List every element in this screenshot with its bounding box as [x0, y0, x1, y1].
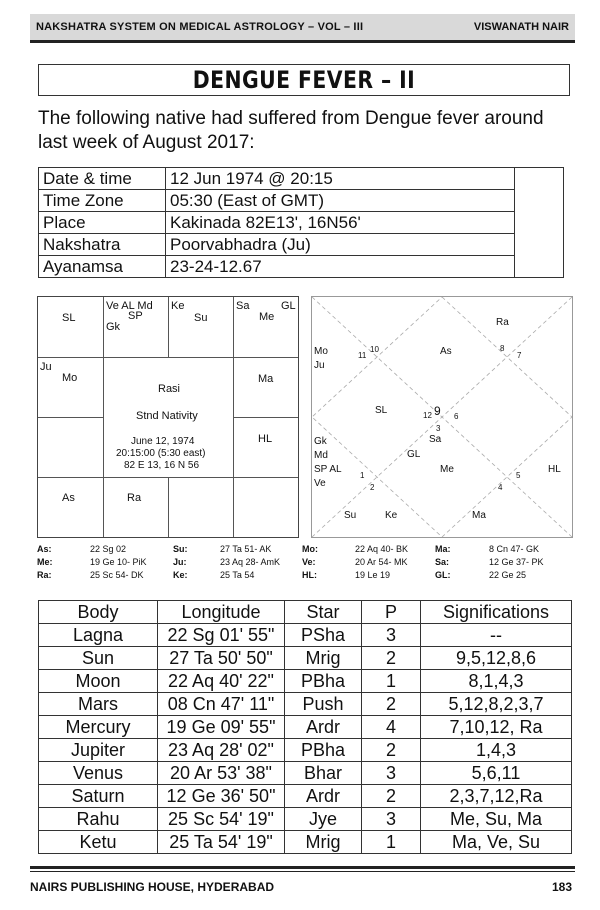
pos-value: 27 Ta 51- AK [220, 544, 272, 554]
table-row [39, 256, 564, 278]
house-label: SP AL [314, 464, 342, 475]
detail-key: Place [39, 212, 166, 234]
north-indian-chart [311, 296, 573, 538]
table-row [39, 624, 572, 647]
house-label: HL [548, 464, 561, 475]
table-cell: Sun [39, 647, 158, 670]
house-label: Ma [472, 510, 486, 521]
table-cell: 4 [362, 716, 421, 739]
grid-line [233, 417, 298, 418]
chart-center-date: June 12, 1974 [131, 436, 195, 447]
pos-value: 23 Aq 28- AmK [220, 557, 281, 567]
pos-value: 8 Cn 47- GK [489, 544, 540, 554]
table-cell: Ketu [39, 831, 158, 854]
pos-key: HL: [302, 570, 317, 580]
pos-key: Ma: [435, 544, 451, 554]
detail-key: Ayanamsa [39, 256, 166, 278]
house-label: Sa [429, 434, 442, 445]
pos-key: Me: [37, 557, 53, 567]
detail-value: Poorvabhadra (Ju) [166, 234, 515, 256]
house-label: Ve [314, 478, 326, 489]
house-label: 5 [516, 471, 521, 480]
col-header: Longitude [158, 601, 285, 624]
header-book-title: NAKSHATRA SYSTEM ON MEDICAL ASTROLOGY – VOL – III [36, 21, 364, 33]
table-cell: 2 [362, 693, 421, 716]
house-label: SL [375, 405, 388, 416]
table-cell: -- [421, 624, 572, 647]
table-row [39, 831, 572, 854]
col-header: Body [39, 601, 158, 624]
table-cell: Mrig [285, 647, 362, 670]
detail-value: 05:30 (East of GMT) [166, 190, 515, 212]
positions-row [37, 570, 577, 583]
positions-row [37, 544, 577, 557]
detail-value: Kakinada 82E13', 16N56' [166, 212, 515, 234]
house-label: 9 [434, 404, 441, 418]
table-cell: 12 Ge 36' 50" [158, 785, 285, 808]
running-header [30, 14, 575, 43]
table-cell: Push [285, 693, 362, 716]
house-label: 4 [498, 483, 503, 492]
significations-table [38, 600, 572, 854]
table-cell: 2 [362, 739, 421, 762]
table-cell: Me, Su, Ma [421, 808, 572, 831]
pos-key: Su: [173, 544, 188, 554]
cell-gemini-right: GL [281, 300, 296, 312]
col-header: Significations [421, 601, 572, 624]
section-title: DENGUE FEVER – II [192, 66, 416, 94]
chart-lines [312, 297, 572, 537]
house-label: Ju [314, 360, 325, 371]
table-cell: Bhar [285, 762, 362, 785]
table-row [39, 212, 564, 234]
cell-sagittarius: As [62, 492, 75, 504]
pos-value: 12 Ge 37- PK [489, 557, 544, 567]
table-cell: 5,6,11 [421, 762, 572, 785]
cell-aries-bottom: Gk [106, 321, 121, 333]
table-row [39, 168, 564, 190]
cell-aries-mid: SP [128, 310, 143, 322]
house-label: Me [440, 464, 454, 475]
grid-line [38, 417, 103, 418]
table-cell: 2,3,7,12,Ra [421, 785, 572, 808]
house-label: 1 [360, 471, 365, 480]
house-label: 7 [517, 351, 522, 360]
table-row [39, 234, 564, 256]
footer-rule-thin [30, 871, 575, 872]
grid-line [168, 297, 169, 357]
table-cell: PBha [285, 739, 362, 762]
table-cell: 27 Ta 50' 50" [158, 647, 285, 670]
grid-line [38, 477, 298, 478]
table-cell: 9,5,12,8,6 [421, 647, 572, 670]
table-cell: 3 [362, 624, 421, 647]
table-cell: 25 Ta 54' 19" [158, 831, 285, 854]
table-row [39, 762, 572, 785]
pos-key: GL: [435, 570, 451, 580]
table-cell: PSha [285, 624, 362, 647]
positions-grid [37, 544, 577, 583]
detail-key: Nakshatra [39, 234, 166, 256]
pos-key: Sa: [435, 557, 450, 567]
table-cell: Moon [39, 670, 158, 693]
table-cell: 20 Ar 53' 38" [158, 762, 285, 785]
blank-cell [515, 168, 564, 278]
cell-taurus-mid: Su [194, 312, 208, 324]
pos-value: 22 Aq 40- BK [355, 544, 409, 554]
header-author: VISWANATH NAIR [473, 21, 569, 33]
house-label: 11 [358, 351, 367, 360]
intro-paragraph: The following native had suffered from Dengue fever around last week of August 2017: [38, 108, 544, 153]
table-cell: 22 Aq 40' 22" [158, 670, 285, 693]
table-row [39, 716, 572, 739]
rasi-chart [37, 296, 299, 538]
cell-aquarius-top: Ju [40, 361, 52, 373]
pos-key: As: [37, 544, 52, 554]
pos-value: 20 Ar 54- MK [355, 557, 408, 567]
grid-line [103, 297, 104, 537]
cell-scorpio: Ra [127, 492, 142, 504]
chart-center-title: Rasi [158, 383, 181, 395]
house-label: 3 [436, 424, 441, 433]
table-row [39, 693, 572, 716]
pos-value: 22 Sg 02 [90, 544, 127, 554]
table-cell: Ardr [285, 716, 362, 739]
house-label: 12 [423, 411, 432, 420]
cell-taurus-top: Ke [171, 300, 185, 312]
section-title-box [38, 64, 570, 96]
pos-value: 19 Ge 10- PiK [90, 557, 147, 567]
pos-value: 22 Ge 25 [489, 570, 527, 580]
pos-value: 25 Ta 54 [220, 570, 255, 580]
table-cell: 1,4,3 [421, 739, 572, 762]
table-cell: Jupiter [39, 739, 158, 762]
house-label: 8 [500, 344, 505, 353]
cell-pisces: SL [62, 312, 76, 324]
table-cell: 22 Sg 01' 55" [158, 624, 285, 647]
detail-key: Date & time [39, 168, 166, 190]
chart-center-time: 20:15:00 (5:30 east) [116, 448, 206, 459]
table-cell: PBha [285, 670, 362, 693]
house-label: 10 [370, 345, 379, 354]
house-label: Md [314, 450, 328, 461]
table-cell: Jye [285, 808, 362, 831]
house-label: 6 [454, 412, 459, 421]
table-row [39, 808, 572, 831]
cell-gemini-mid: Me [259, 311, 275, 323]
birth-details-table [38, 167, 564, 278]
pos-value: 19 Le 19 [355, 570, 391, 580]
detail-value: 23-24-12.67 [166, 256, 515, 278]
col-header: Star [285, 601, 362, 624]
table-cell: 3 [362, 762, 421, 785]
grid-line [168, 477, 169, 537]
table-cell: 08 Cn 47' 11" [158, 693, 285, 716]
table-row [39, 190, 564, 212]
chart-center-sub: Stnd Nativity [136, 410, 198, 422]
table-header-row [39, 601, 572, 624]
house-label: Mo [314, 346, 328, 357]
table-cell: 2 [362, 785, 421, 808]
table-cell: Ma, Ve, Su [421, 831, 572, 854]
cell-gemini-top: Sa [236, 300, 250, 312]
table-cell: 1 [362, 670, 421, 693]
table-cell: Mars [39, 693, 158, 716]
pos-key: Ve: [302, 557, 316, 567]
table-cell: Rahu [39, 808, 158, 831]
pos-key: Mo: [302, 544, 318, 554]
house-label: Su [344, 510, 357, 521]
page-number: 183 [551, 880, 572, 894]
pos-key: Ju: [173, 557, 187, 567]
table-cell: 1 [362, 831, 421, 854]
house-label: GL [407, 449, 421, 460]
positions-row [37, 557, 577, 570]
house-label: Gk [314, 436, 327, 447]
footer-publisher: NAIRS PUBLISHING HOUSE, HYDERABAD [30, 880, 275, 894]
table-row [39, 785, 572, 808]
cell-aquarius-mid: Mo [62, 372, 78, 384]
table-row [39, 739, 572, 762]
pos-key: Ra: [37, 570, 52, 580]
table-cell: 3 [362, 808, 421, 831]
pos-value: 25 Sc 54- DK [90, 570, 144, 580]
detail-key: Time Zone [39, 190, 166, 212]
cell-leo: HL [258, 433, 273, 445]
detail-value: 12 Jun 1974 @ 20:15 [166, 168, 515, 190]
table-cell: 23 Aq 28' 02" [158, 739, 285, 762]
footer-rule [30, 866, 575, 869]
table-row [39, 647, 572, 670]
table-cell: Ardr [285, 785, 362, 808]
table-cell: 25 Sc 54' 19" [158, 808, 285, 831]
house-label: As [440, 346, 452, 357]
table-cell: 2 [362, 647, 421, 670]
table-cell: Saturn [39, 785, 158, 808]
house-label: Ra [496, 317, 509, 328]
table-cell: Mrig [285, 831, 362, 854]
chart-center-coords: 82 E 13, 16 N 56 [124, 460, 200, 471]
table-cell: Lagna [39, 624, 158, 647]
cell-cancer: Ma [258, 373, 274, 385]
table-cell: 5,12,8,2,3,7 [421, 693, 572, 716]
grid-line [38, 357, 298, 358]
col-header: P [362, 601, 421, 624]
cell-aries-top: Ve AL Md [106, 300, 153, 312]
table-row [39, 670, 572, 693]
pos-key: Ke: [173, 570, 188, 580]
house-label: Ke [385, 510, 398, 521]
house-label: 2 [370, 483, 375, 492]
table-cell: Venus [39, 762, 158, 785]
table-cell: 8,1,4,3 [421, 670, 572, 693]
table-cell: 7,10,12, Ra [421, 716, 572, 739]
table-cell: Mercury [39, 716, 158, 739]
table-cell: 19 Ge 09' 55" [158, 716, 285, 739]
